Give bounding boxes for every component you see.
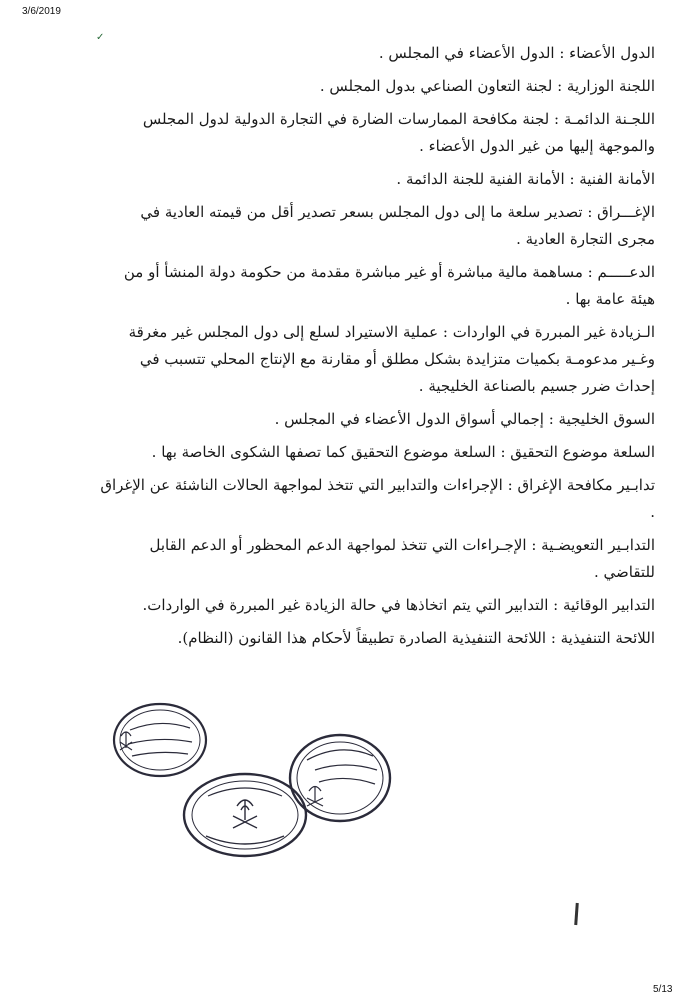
definition-text: اللائحة التنفيذية الصادرة تطبيقاً لأحكام هذا القانون (النظام). [177, 629, 547, 647]
definition-term: الأمانة الفنية [579, 170, 655, 188]
stamp-cabinet-diwan [110, 700, 210, 780]
definition-term: السوق الخليجية [558, 410, 655, 428]
definition-text: تصدير سلعة ما إلى دول المجلس بسعر تصدير أقل من قيمته العادية في مجرى التجارة العادية . [140, 203, 655, 248]
definition-separator: : [549, 110, 564, 128]
definition-separator: : [526, 536, 542, 554]
definition-item [100, 406, 655, 433]
definition-term: اللائحة التنفيذية [560, 629, 655, 647]
definition-item [100, 166, 655, 193]
definition-term: التدابـير التعويضـية [541, 536, 655, 554]
definition-text: إجمالي أسواق الدول الأعضاء في المجلس . [274, 410, 544, 428]
definition-term: التدابير الوقائية [562, 596, 655, 614]
definition-term: اللجنة الوزارية [566, 77, 655, 95]
definition-text: السلعة موضوع التحقيق كما تصفها الشكوى الخاصة بها . [151, 443, 496, 461]
definition-term: الـزيادة غير المبررة في الواردات [452, 323, 655, 341]
definition-text: عملية الاستيراد لسلع إلى دول المجلس غير مغرقة وغـير مدعومـة بكميات متزايدة بشكل مطلق أو مقارنة مع الإنتاج المحلي تتسبب في إحداث ضرر جسيم بالصناعة الخليجية . [128, 323, 655, 395]
definition-term: الإغـــراق [597, 203, 655, 221]
definition-separator: : [495, 443, 511, 461]
stamp-general-secretariat [285, 730, 395, 825]
pen-mark [574, 903, 579, 925]
definition-item [100, 40, 655, 67]
definition-item [100, 199, 655, 253]
definition-text: مساهمة مالية مباشرة أو غير مباشرة مقدمة من حكومة دولة المنشأ أو من هيئة عامة بها . [123, 263, 655, 308]
definition-item [100, 106, 655, 160]
definition-text: لجنة التعاون الصناعي بدول المجلس . [319, 77, 553, 95]
definition-item [100, 625, 655, 652]
definition-text: لجنة مكافحة الممارسات الضارة في التجارة الدولية لدول المجلس والموجهة إليها من غير الدول الأعضاء . [142, 110, 655, 155]
definition-separator: : [438, 323, 453, 341]
definition-term: تدابـير مكافحة الإغراق [517, 476, 655, 494]
definition-separator: : [502, 476, 518, 494]
definition-term: السلعة موضوع التحقيق [510, 443, 655, 461]
definition-separator: : [564, 170, 580, 188]
definition-item [100, 73, 655, 100]
green-mark: ✓ [96, 32, 105, 43]
definition-separator: : [543, 410, 559, 428]
definition-term: اللجـنة الدائمـة [563, 110, 655, 128]
definition-item [100, 439, 655, 466]
print-date: 3/6/2019 [22, 6, 61, 17]
definition-item [100, 532, 655, 586]
definition-item [100, 472, 655, 526]
definition-item [100, 259, 655, 313]
definition-separator: : [554, 44, 570, 62]
definition-item [100, 319, 655, 400]
definition-term: الدول الأعضاء [569, 44, 655, 62]
definition-separator: : [546, 629, 561, 647]
definition-separator: : [582, 263, 598, 281]
definition-term: الدعـــــم [597, 263, 655, 281]
definition-separator: : [548, 596, 563, 614]
official-stamps [100, 690, 360, 860]
definition-separator: : [582, 203, 598, 221]
definition-separator: : [552, 77, 567, 95]
page-number: 5/13 [653, 984, 673, 995]
definition-text: التدابير التي يتم اتخاذها في حالة الزيادة غير المبررة في الواردات. [142, 596, 549, 614]
definition-text: الإجـراءات التي تتخذ لمواجهة الدعم المحظور أو الدعم القابل للتقاضي . [149, 536, 655, 581]
definition-text: الأمانة الفنية للجنة الدائمة . [396, 170, 565, 188]
definition-text: الإجراءات والتدابير التي تتخذ لمواجهة الحالات الناشئة عن الإغراق . [100, 476, 655, 521]
definition-text: الدول الأعضاء في المجلس . [378, 44, 555, 62]
definitions-list [100, 40, 655, 658]
definition-item [100, 592, 655, 619]
